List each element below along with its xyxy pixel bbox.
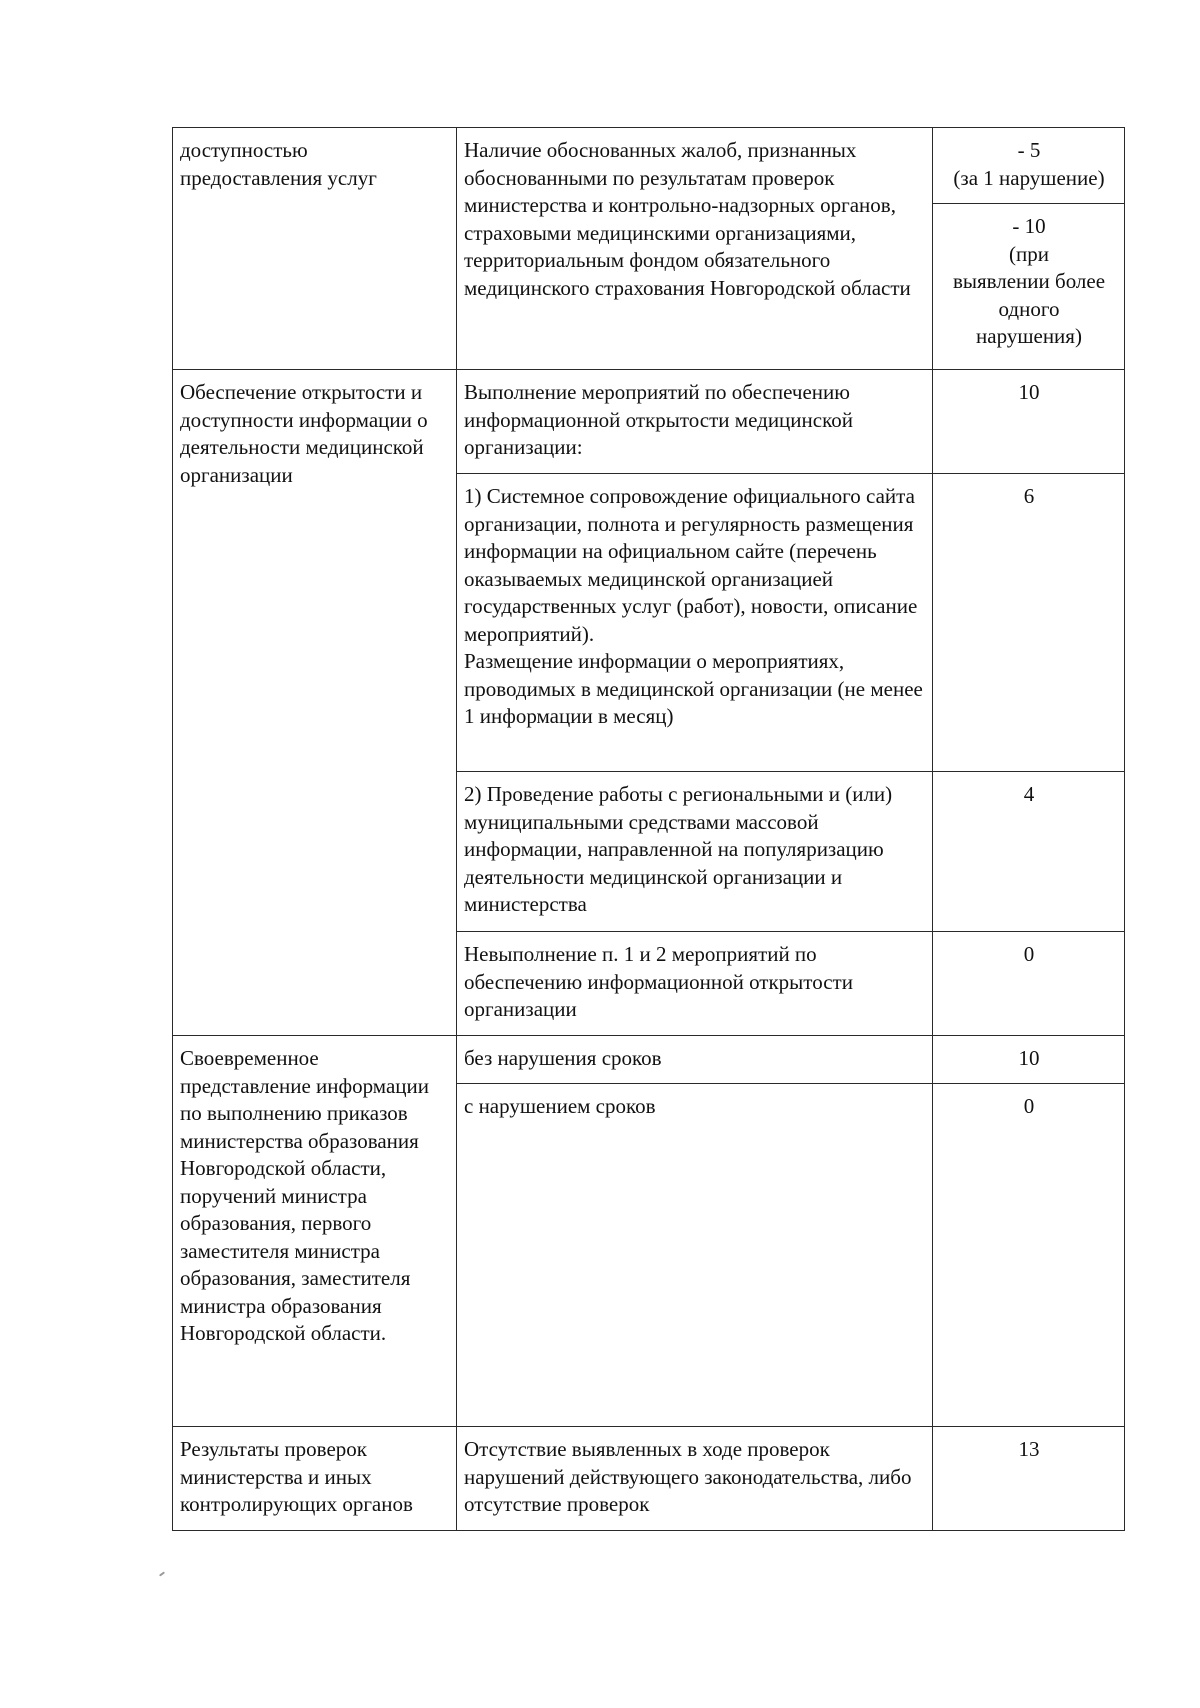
table-row [173,128,1125,204]
description-cell: 2) Проведение работы с региональными и (или) муниципальными средствами массовой информации, направленной на популяризацию деятельности медицинской организации и министерства [457,772,933,932]
score-cell: 13 [933,1427,1125,1531]
scan-speck [159,1571,165,1576]
table-row [173,1427,1125,1531]
criterion-cell: Результаты проверок министерства и иных контролирующих органов [173,1427,457,1531]
score-cell: - 5 (за 1 нарушение) [933,128,1125,204]
description-cell: Выполнение мероприятий по обеспечению информационной открытости медицинской организации: [457,370,933,474]
score-cell: 10 [933,370,1125,474]
description-cell: 1) Системное сопровождение официального сайта организации, полнота и регулярность размещения информации на официальном сайте (перечень оказываемых медицинской организацией государственных услуг (работ), новости, описание мероприятий). Размещение информации о мероприятиях, проводимых в медицинской организации (не менее 1 информации в месяц) [457,474,933,772]
criterion-cell: Своевременное представление информации по выполнению приказов министерства образования Новгородской области, поручений министра образования, первого заместителя министра образования, заместителя министра образования Новгородской области. [173,1036,457,1427]
score-cell: 0 [933,1084,1125,1427]
score-cell: 10 [933,1036,1125,1084]
table-row [173,370,1125,474]
criteria-table [172,127,1125,1531]
criterion-cell: Обеспечение открытости и доступности информации о деятельности медицинской организации [173,370,457,1036]
description-cell: Невыполнение п. 1 и 2 мероприятий по обеспечению информационной открытости организации [457,932,933,1036]
description-cell: с нарушением сроков [457,1084,933,1427]
description-cell: без нарушения сроков [457,1036,933,1084]
criterion-cell: доступностью предоставления услуг [173,128,457,370]
score-cell: 0 [933,932,1125,1036]
description-cell: Отсутствие выявленных в ходе проверок нарушений действующего законодательства, либо отсутствие проверок [457,1427,933,1531]
score-cell: 4 [933,772,1125,932]
score-cell: 6 [933,474,1125,772]
score-cell: - 10 (при выявлении более одного нарушения) [933,204,1125,370]
description-cell: Наличие обоснованных жалоб, признанных обоснованными по результатам проверок министерства и контрольно-надзорных органов, страховыми медицинскими организациями, территориальным фондом обязательного медицинского страхования Новгородской области [457,128,933,370]
table-row [173,1036,1125,1084]
